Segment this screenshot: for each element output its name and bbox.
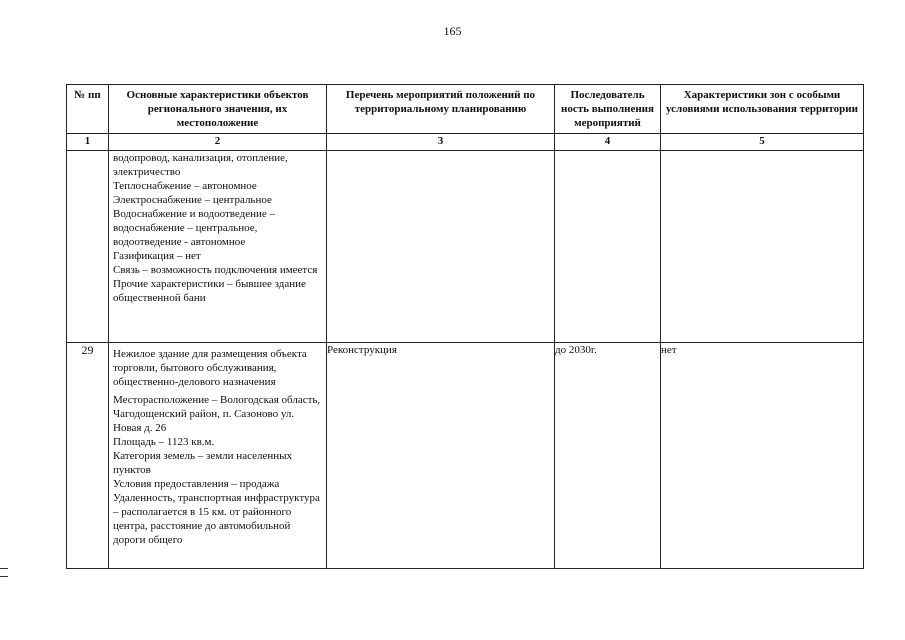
characteristic-line: Нежилое здание для размещения объекта торговли, бытового обслуживания, общественно-делового назначения [113,348,307,388]
header-characteristics: Основные характеристики объектов регионального значения, их местоположение [109,85,327,134]
measures-cell [327,151,555,343]
margin-mark [0,568,8,569]
characteristic-line: Прочие характеристики – бывшее здание общественной бани [113,278,306,304]
zones-cell: нет [661,343,864,569]
margin-mark [0,576,8,577]
header-measures: Перечень мероприятий положений по территориальному планированию [327,85,555,134]
characteristic-line: Площадь – 1123 кв.м. [113,436,215,448]
table-row [67,151,864,343]
page-number: 165 [443,24,462,38]
planning-table [66,84,864,569]
column-number-row [67,134,864,151]
characteristic-line: Категория земель – земли населенных пунктов [113,450,293,476]
zones-cell [661,151,864,343]
header-zones: Характеристики зон с особыми условиями использования территории [661,85,864,134]
characteristic-line: водопровод, канализация, отопление, электричество [113,152,288,178]
sequence-cell [555,151,661,343]
table-row [67,343,864,569]
characteristics-cell [109,343,327,569]
column-number: 3 [327,134,555,151]
row-number: 29 [67,343,109,569]
characteristic-line: Электроснабжение – центральное [113,194,272,206]
characteristic-line: Месторасположение – Вологодская область, Чагодощенский район, п. Сазоново ул. Новая д. 26 [113,394,321,434]
characteristic-line: Водоснабжение и водоотведение – водоснабжение – центральное, водоотведение - автономное [113,208,276,248]
characteristic-line: Теплоснабжение – автономное [113,180,257,192]
column-number: 1 [67,134,109,151]
header-num: № пп [67,85,109,134]
sequence-cell: до 2030г. [555,343,661,569]
characteristic-line: Удаленность, транспортная инфраструктура – располагается в 15 км. от районного центра, расстояние до автомобильной дороги общего [113,492,320,546]
characteristic-line: Газификация – нет [113,250,201,262]
characteristic-line: Связь – возможность подключения имеется [113,264,318,276]
characteristics-cell [109,151,327,343]
column-number: 2 [109,134,327,151]
header-sequence: Последователь ность выполнения мероприятий [555,85,661,134]
measures-cell: Реконструкция [327,343,555,569]
column-number: 5 [661,134,864,151]
characteristic-line: Условия предоставления – продажа [113,478,280,490]
column-number: 4 [555,134,661,151]
row-number [67,151,109,343]
header-row [67,85,864,134]
